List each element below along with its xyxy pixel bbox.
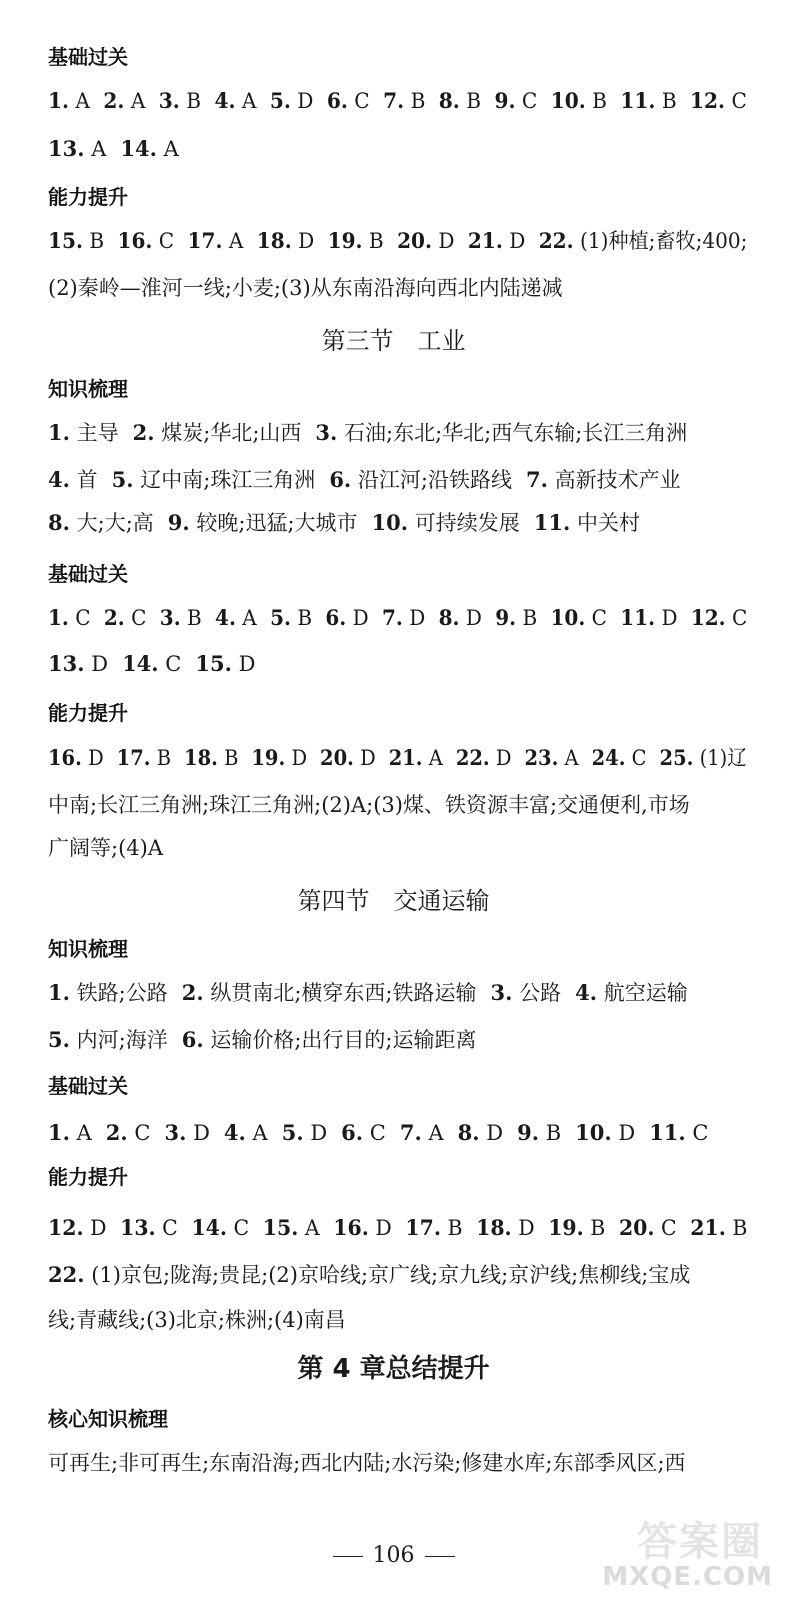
answer-text: B: [516, 606, 538, 630]
question-number: 13.: [120, 1215, 156, 1240]
answer-text: D: [186, 1121, 210, 1145]
section-subheading: 基础过关: [48, 1074, 128, 1098]
question-number: 21.: [690, 1215, 726, 1240]
answer-text: C: [363, 1121, 386, 1145]
answer-text: D: [489, 746, 512, 770]
question-number: 21.: [388, 745, 423, 770]
watermark-site: MXQE.COM: [602, 1562, 773, 1592]
answer-item: [397, 229, 454, 253]
question-number: 11.: [649, 1120, 686, 1145]
question-number: 2.: [105, 1120, 128, 1145]
answer-text: C: [515, 89, 538, 113]
question-number: 6.: [181, 1027, 204, 1052]
question-number: 15.: [195, 651, 232, 676]
answer-item: [495, 606, 537, 630]
answer-item: [405, 1216, 462, 1240]
answer-item: [257, 229, 314, 253]
answer-item: [48, 137, 106, 161]
answer-item: [224, 1121, 268, 1145]
answer-item: [341, 1121, 386, 1145]
question-number: 12.: [690, 605, 726, 630]
answer-item: [188, 229, 244, 253]
question-number: 11.: [533, 510, 571, 535]
question-number: 22.: [48, 1262, 85, 1287]
question-number: 9.: [167, 510, 190, 535]
answer-text: D: [402, 606, 426, 630]
answer-item: [270, 89, 314, 113]
answer-text: C: [127, 1121, 151, 1145]
answer-item: [619, 1216, 677, 1240]
section-subheading: 知识梳理: [48, 937, 128, 961]
answer-item: [48, 421, 119, 445]
question-number: 22.: [455, 745, 490, 770]
answer-text: D: [346, 606, 369, 630]
answer-item: [389, 746, 443, 770]
answer-item: [48, 1028, 168, 1052]
question-number: 10.: [371, 510, 409, 535]
answer-item: [551, 89, 607, 113]
answer-item: [458, 1121, 503, 1145]
answer-text: D: [353, 746, 376, 770]
question-number: 6.: [341, 1120, 364, 1145]
answer-item: [48, 1121, 92, 1145]
answer-item: [575, 1121, 635, 1145]
answer-line: [48, 135, 179, 163]
answer-text: C: [347, 89, 370, 113]
question-number: 11.: [620, 88, 656, 113]
answer-text: D: [290, 89, 314, 113]
question-number: 7.: [381, 605, 403, 630]
answer-item: [439, 89, 481, 113]
question-number: 13.: [48, 651, 85, 676]
question-number: 2.: [103, 88, 125, 113]
answer-text: A: [421, 1121, 444, 1145]
answer-item: [48, 652, 108, 676]
answer-text: D: [502, 229, 526, 253]
question-number: 16.: [117, 228, 153, 253]
answer-item: [333, 1216, 391, 1240]
answer-item: [168, 511, 358, 535]
answer-item: [329, 468, 512, 492]
answer-item: [490, 981, 561, 1005]
answer-line: [48, 604, 747, 632]
answer-text: D: [291, 229, 315, 253]
answer-text: 石油;东北;华北;西气东输;长江三角洲: [337, 421, 688, 445]
answer-text: B: [179, 89, 202, 113]
answer-item: [620, 89, 676, 113]
question-number: 3.: [164, 1120, 187, 1145]
question-number: 9.: [517, 1120, 540, 1145]
answer-item: [524, 746, 578, 770]
answer-text: D: [511, 1216, 535, 1240]
answer-text: B: [150, 746, 172, 770]
answer-item: [325, 606, 368, 630]
answer-line: (2)秦岭—淮河一线;小麦;(3)从东南沿海向西北内陆递减: [48, 276, 563, 300]
answer-item: [382, 606, 425, 630]
answer-item: [315, 421, 687, 445]
watermark-logo: 答案圈: [637, 1519, 763, 1565]
answer-text: D: [611, 1121, 636, 1145]
answer-item: [159, 89, 201, 113]
question-number: 1.: [48, 88, 70, 113]
answer-text: A: [69, 1121, 92, 1145]
question-number: 3.: [158, 88, 180, 113]
answer-text: D: [432, 229, 455, 253]
answer-item: [182, 981, 477, 1005]
question-number: 17.: [405, 1215, 441, 1240]
answer-item: [48, 1216, 106, 1240]
answer-text: C: [68, 606, 91, 630]
answer-text: B: [459, 89, 482, 113]
section-subheading: 能力提升: [48, 1165, 128, 1189]
answer-text: D: [303, 1121, 328, 1145]
question-number: 14.: [122, 651, 159, 676]
question-number: 5.: [281, 1120, 304, 1145]
answer-line: [48, 419, 687, 447]
question-number: 6.: [325, 605, 347, 630]
question-number: 5.: [269, 88, 291, 113]
answer-item: [534, 511, 640, 535]
question-number: 5.: [270, 605, 291, 630]
answer-item: [494, 89, 537, 113]
question-number: 4.: [48, 467, 70, 492]
answer-line: 线;青藏线;(3)北京;株洲;(4)南昌: [48, 1308, 346, 1332]
question-number: 2.: [132, 420, 155, 445]
answer-line: [48, 744, 747, 772]
answer-line: [48, 1026, 476, 1054]
answer-item: [263, 1216, 320, 1240]
answer-item: [372, 511, 520, 535]
answer-text: 运输价格;出行目的;运输距离: [203, 1028, 477, 1052]
answer-text: B: [82, 229, 105, 253]
answer-text: A: [84, 137, 107, 161]
question-number: 14.: [120, 136, 157, 161]
answer-text: C: [155, 1216, 178, 1240]
answer-item: [164, 1121, 209, 1145]
answer-item: [468, 229, 525, 253]
answer-text: (1)辽: [693, 746, 747, 770]
answer-text: C: [725, 606, 748, 630]
question-number: 18.: [256, 228, 292, 253]
section-subheading: 基础过关: [48, 562, 128, 586]
answer-item: [48, 511, 154, 535]
answer-text: 大;大;高: [69, 511, 154, 535]
section-title: 第 4 章总结提升: [297, 1354, 490, 1384]
answer-item: [214, 89, 256, 113]
question-number: 7.: [383, 88, 405, 113]
question-number: 10.: [575, 1120, 612, 1145]
answer-item: [592, 746, 647, 770]
answer-text: D: [231, 652, 256, 676]
question-number: 17.: [116, 745, 151, 770]
section-title: 第四节 交通运输: [297, 887, 490, 915]
answer-item: [215, 606, 257, 630]
answer-text: B: [404, 89, 426, 113]
answer-item: [182, 1028, 477, 1052]
answer-item: [690, 1216, 747, 1240]
question-number: 2.: [181, 980, 204, 1005]
section-subheading: 基础过关: [48, 45, 128, 69]
question-number: 8.: [438, 605, 460, 630]
answer-item: [48, 981, 168, 1005]
answer-text: 煤炭;华北;山西: [154, 421, 302, 445]
question-number: 9.: [495, 605, 517, 630]
question-number: 4.: [575, 980, 598, 1005]
question-number: 18.: [184, 745, 218, 770]
answer-text: B: [725, 1216, 748, 1240]
question-number: 5.: [48, 1027, 70, 1052]
question-number: 20.: [320, 745, 354, 770]
answer-item: [270, 606, 312, 630]
answer-text: A: [124, 89, 146, 113]
answer-text: C: [124, 606, 147, 630]
question-number: 9.: [494, 88, 516, 113]
section-subheading: 能力提升: [48, 701, 128, 725]
answer-line: [48, 1119, 708, 1147]
question-number: 7.: [399, 1120, 422, 1145]
answer-item: [327, 89, 370, 113]
answer-item: [575, 981, 688, 1005]
answer-item: [122, 652, 181, 676]
question-number: 3.: [490, 980, 513, 1005]
answer-item: [251, 746, 307, 770]
question-number: 6.: [326, 88, 348, 113]
question-number: 22.: [538, 228, 574, 253]
question-number: 15.: [262, 1215, 299, 1240]
question-number: 20.: [397, 228, 433, 253]
question-number: 25.: [659, 745, 694, 770]
answer-item: [320, 746, 376, 770]
answer-text: A: [235, 606, 257, 630]
answer-item: [48, 606, 91, 630]
question-number: 19.: [548, 1215, 584, 1240]
question-number: 3.: [315, 420, 338, 445]
answer-item: [691, 606, 747, 630]
answer-text: B: [583, 1216, 606, 1240]
question-number: 3.: [159, 605, 181, 630]
question-number: 10.: [550, 605, 586, 630]
answer-item: [690, 89, 747, 113]
answer-item: [48, 746, 104, 770]
answer-item: [104, 606, 147, 630]
answer-item: [476, 1216, 534, 1240]
question-number: 1.: [48, 605, 69, 630]
answer-item: [439, 606, 482, 630]
answer-text: A: [558, 746, 579, 770]
question-number: 1.: [48, 420, 70, 445]
section-subheading: 知识梳理: [48, 377, 128, 401]
answer-item: [117, 746, 171, 770]
question-number: 21.: [467, 228, 503, 253]
watermark: [563, 1506, 773, 1596]
answer-item: [456, 746, 512, 770]
question-number: 16.: [48, 745, 82, 770]
answer-text: 沿江河;沿铁路线: [351, 468, 512, 492]
question-number: 11.: [620, 605, 656, 630]
question-number: 23.: [524, 745, 559, 770]
answer-text: B: [180, 606, 202, 630]
answer-text: 可持续发展: [408, 511, 520, 535]
answer-item: [383, 89, 425, 113]
question-number: 8.: [438, 88, 460, 113]
question-number: 20.: [618, 1215, 655, 1240]
answer-text: D: [479, 1121, 504, 1145]
answer-text: A: [235, 89, 257, 113]
answer-text: B: [362, 229, 384, 253]
question-number: 1.: [48, 1120, 70, 1145]
answer-text: D: [84, 652, 109, 676]
question-number: 1.: [48, 980, 70, 1005]
answer-item: [184, 746, 238, 770]
question-number: 24.: [591, 745, 626, 770]
section-subheading: 能力提升: [48, 185, 128, 209]
question-number: 13.: [48, 136, 85, 161]
answer-text: C: [625, 746, 647, 770]
answer-item: [133, 421, 302, 445]
question-number: 17.: [187, 228, 223, 253]
question-number: 6.: [329, 467, 352, 492]
answer-item: [160, 606, 202, 630]
answer-line: [48, 466, 681, 494]
answer-line: 中南;长江三角洲;珠江三角洲;(2)A;(3)煤、铁资源丰富;交通便利,市场: [48, 793, 690, 817]
answer-item: [195, 652, 255, 676]
answer-text: D: [285, 746, 308, 770]
answer-text: A: [156, 137, 179, 161]
answer-line: [48, 1214, 747, 1242]
answer-text: B: [539, 1121, 562, 1145]
answer-text: C: [158, 652, 182, 676]
question-number: 5.: [111, 467, 134, 492]
answer-text: B: [655, 89, 677, 113]
answer-text: C: [585, 606, 607, 630]
answer-text: D: [368, 1216, 392, 1240]
question-number: 4.: [214, 88, 236, 113]
answer-item: [120, 1216, 178, 1240]
answer-text: A: [245, 1121, 268, 1145]
answer-item: [620, 606, 677, 630]
answer-text: C: [685, 1121, 709, 1145]
answer-item: [660, 746, 747, 770]
answer-line: [48, 1261, 690, 1289]
answer-text: D: [83, 1216, 107, 1240]
answer-item: [282, 1121, 327, 1145]
answer-line: [48, 979, 688, 1007]
answer-text: 较晚;迅猛;大城市: [189, 511, 358, 535]
answer-text: (1)京包;陇海;贵昆;(2)京哈线;京广线;京九线;京沪线;焦柳线;宝成: [84, 1263, 691, 1287]
answer-text: C: [227, 1216, 250, 1240]
answer-text: 公路: [512, 981, 562, 1005]
answer-text: (1)种植;畜牧;400;: [573, 229, 748, 253]
question-number: 19.: [327, 228, 363, 253]
answer-item: [112, 468, 316, 492]
answer-item: [400, 1121, 444, 1145]
answer-item: [48, 89, 90, 113]
answer-item: [548, 1216, 605, 1240]
answer-text: 高新技术产业: [547, 468, 681, 492]
answer-text: 航空运输: [597, 981, 688, 1005]
answer-line: [48, 87, 747, 115]
answer-text: B: [440, 1216, 463, 1240]
section-subheading: 核心知识梳理: [48, 1407, 168, 1431]
answer-item: [103, 89, 145, 113]
question-number: 4.: [215, 605, 236, 630]
answer-text: 首: [69, 468, 98, 492]
answer-item: [328, 229, 384, 253]
question-number: 16.: [333, 1215, 369, 1240]
answer-item: [550, 606, 606, 630]
answer-text: D: [459, 606, 482, 630]
question-number: 2.: [103, 605, 125, 630]
answer-text: C: [725, 89, 747, 113]
answer-item: [517, 1121, 561, 1145]
answer-text: A: [69, 89, 90, 113]
answer-text: 纵贯南北;横穿东西;铁路运输: [203, 981, 477, 1005]
answer-line: [48, 227, 747, 255]
question-number: 8.: [48, 510, 70, 535]
answer-text: B: [217, 746, 239, 770]
question-number: 7.: [526, 467, 548, 492]
answer-text: D: [655, 606, 678, 630]
answer-line: [48, 650, 255, 678]
question-number: 14.: [191, 1215, 228, 1240]
answer-item: [649, 1121, 708, 1145]
answer-item: [48, 1263, 690, 1287]
answer-line: 广阔等;(4)A: [48, 836, 163, 860]
question-number: 8.: [457, 1120, 480, 1145]
answer-text: A: [298, 1216, 320, 1240]
question-number: 19.: [251, 745, 286, 770]
question-number: 12.: [48, 1215, 84, 1240]
answer-line: 可再生;非可再生;东南沿海;西北内陆;水污染;修建水库;东部季风区;西: [48, 1451, 686, 1475]
question-number: 18.: [476, 1215, 512, 1240]
answer-item: [526, 468, 681, 492]
answer-text: C: [152, 229, 175, 253]
answer-item: [120, 137, 178, 161]
answer-item: [48, 468, 98, 492]
answer-item: [48, 229, 104, 253]
answer-text: B: [585, 89, 607, 113]
answer-item: [117, 229, 174, 253]
answer-text: 铁路;公路: [69, 981, 168, 1005]
answer-line: [48, 509, 640, 537]
question-number: 15.: [48, 228, 83, 253]
answer-text: A: [222, 229, 244, 253]
question-number: 12.: [690, 88, 726, 113]
section-title: 第三节 工业: [321, 327, 466, 355]
answer-item: [191, 1216, 249, 1240]
answer-item: [106, 1121, 151, 1145]
answer-text: B: [290, 606, 313, 630]
answer-text: 中关村: [570, 511, 640, 535]
answer-item: [539, 229, 748, 253]
answer-text: A: [422, 746, 443, 770]
answer-text: 主导: [69, 421, 119, 445]
answer-text: 辽中南;珠江三角洲: [133, 468, 316, 492]
answer-text: D: [81, 746, 104, 770]
answer-text: 内河;海洋: [69, 1028, 168, 1052]
answer-text: C: [654, 1216, 677, 1240]
page-number-text: 106: [372, 1543, 415, 1568]
question-number: 10.: [550, 88, 586, 113]
question-number: 4.: [223, 1120, 246, 1145]
